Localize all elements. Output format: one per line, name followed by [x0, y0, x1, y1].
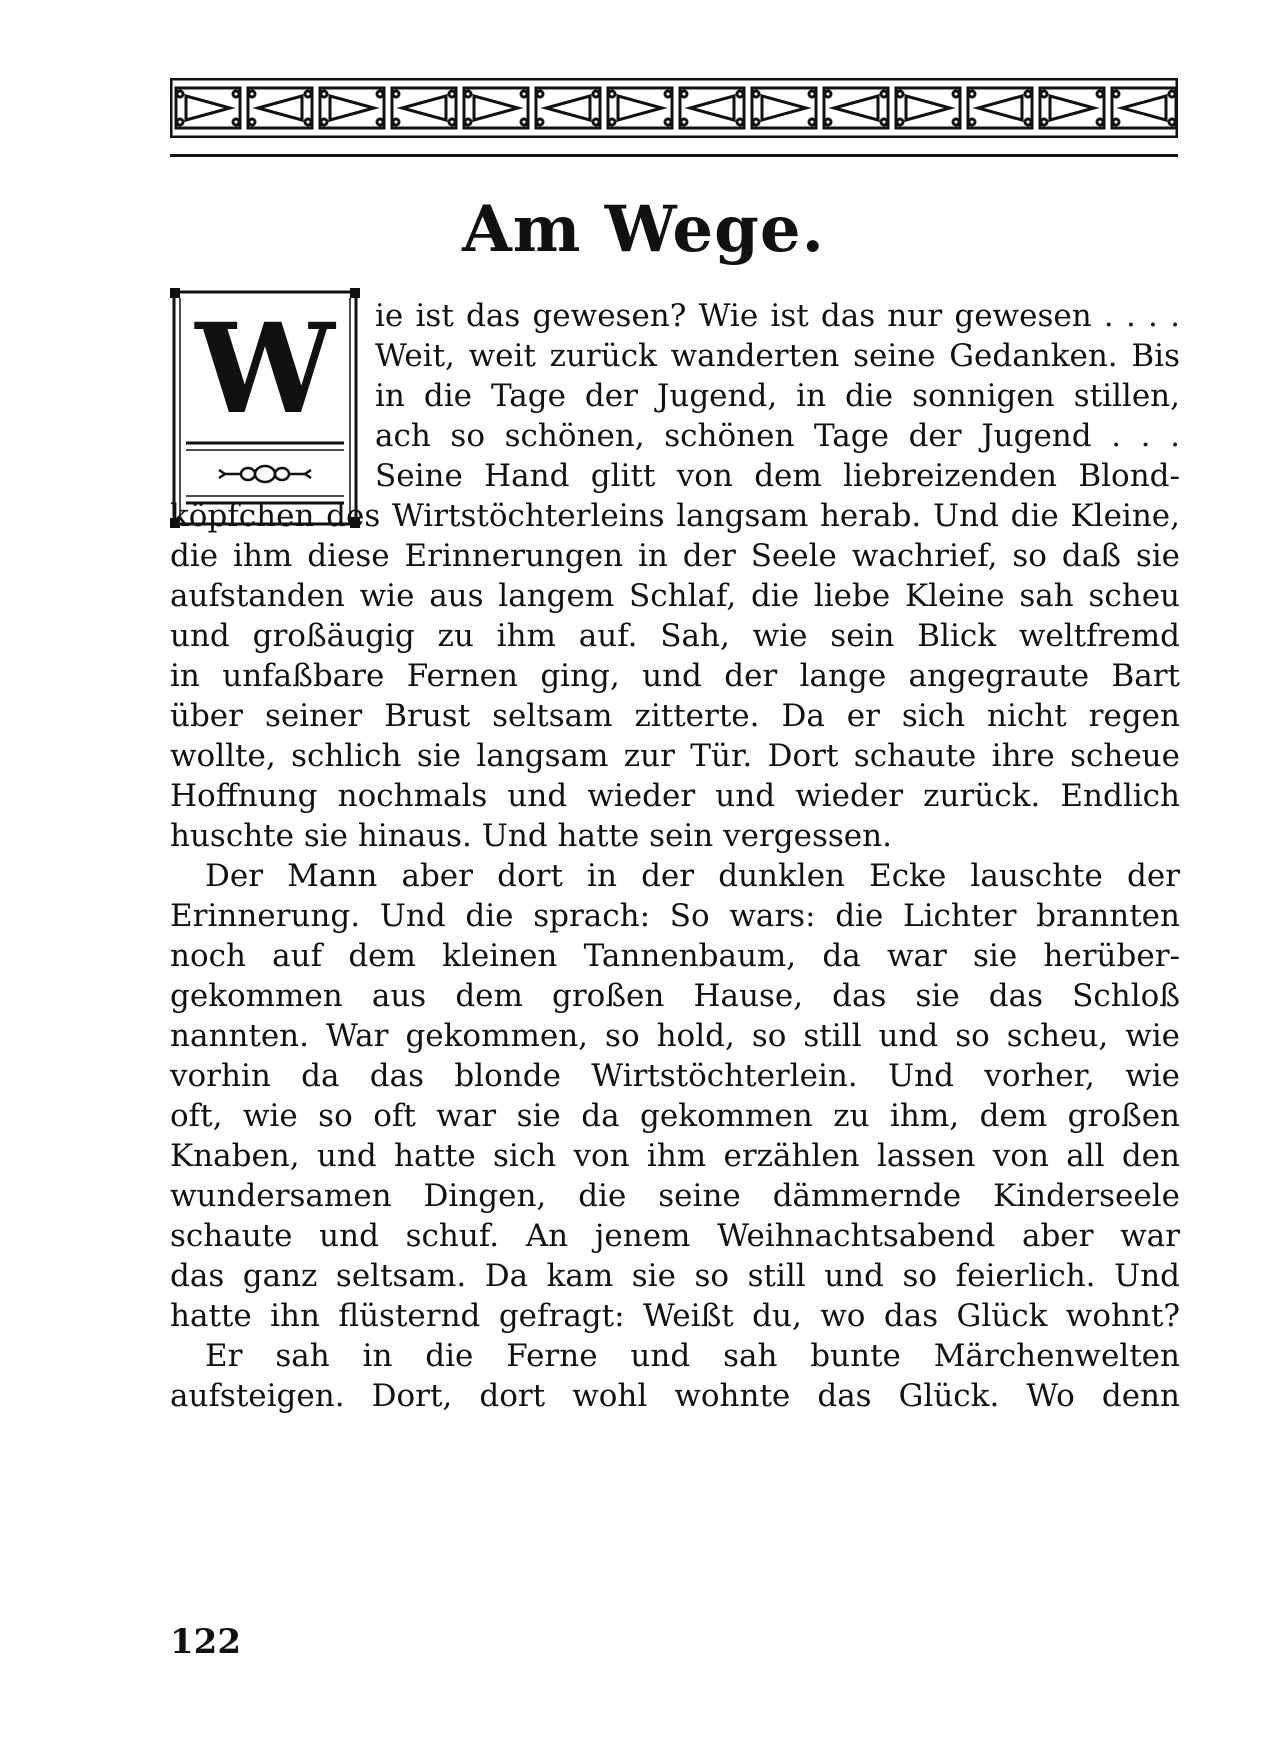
text-line: Knaben, und hatte sich von ihm erzählen lassen von all den	[170, 1138, 1180, 1174]
text-line: schaute und schuf. An jenem Weihnachtsabend aber war	[170, 1218, 1180, 1254]
text-line: das ganz seltsam. Da kam sie so still und so feierlich. Und	[170, 1258, 1180, 1294]
ornament-cell	[752, 88, 816, 128]
drop-cap-letter: W	[195, 297, 335, 442]
text-line: aufstanden wie aus langem Schlaf, die liebe Kleine sah scheu	[170, 578, 1180, 614]
ornament-cell	[320, 88, 384, 128]
text-line: wollte, schlich sie langsam zur Tür. Dort schaute ihre scheue	[170, 738, 1180, 774]
text-line: in unfaßbare Fernen ging, und der lange angegraute Bart	[170, 658, 1180, 694]
text-line: hatte ihn flüsternd gefragt: Weißt du, wo das Glück wohnt?	[170, 1298, 1180, 1334]
text-line: vorhin da das blonde Wirtstöchterlein. Und vorher, wie	[170, 1058, 1180, 1094]
text-line: nannten. War gekommen, so hold, so still und so scheu, wie	[170, 1018, 1180, 1054]
text-line: die ihm diese Erinnerungen in der Seele wachrief, so daß sie	[170, 538, 1180, 574]
text-line: und großäugig zu ihm auf. Sah, wie sein Blick weltfremd	[170, 618, 1180, 654]
chapter-title: Am Wege.	[462, 192, 825, 267]
ornament-cell	[248, 88, 312, 128]
ornament-cell	[392, 88, 456, 128]
ornament-cell	[608, 88, 672, 128]
ornament-cell	[536, 88, 600, 128]
ornament-cell	[1112, 88, 1176, 128]
text-line: in die Tage der Jugend, in die sonnigen stillen,	[375, 378, 1180, 414]
ornament-cell	[968, 88, 1032, 128]
text-line: Hoffnung nochmals und wieder und wieder zurück. Endlich	[170, 778, 1180, 814]
text-line: Er sah in die Ferne und sah bunte Märchenwelten	[205, 1338, 1180, 1374]
text-line: aufsteigen. Dort, dort wohl wohnte das Glück. Wo denn	[170, 1378, 1180, 1414]
text-line: Seine Hand glitt von dem liebreizenden Blond-	[375, 458, 1180, 494]
text-line: Erinnerung. Und die sprach: So wars: die Lichter brannten	[170, 898, 1180, 934]
ornamental-border-top	[170, 78, 1178, 138]
ornament-cell	[680, 88, 744, 128]
text-line: ach so schönen, schönen Tage der Jugend . . .	[375, 418, 1180, 454]
ornament-cell	[824, 88, 888, 128]
text-line: ie ist das gewesen? Wie ist das nur gewesen . . . .	[375, 298, 1180, 334]
text-line: gekommen aus dem großen Hause, das sie das Schloß	[170, 978, 1180, 1014]
text-line: Der Mann aber dort in der dunklen Ecke lauschte der	[205, 858, 1180, 894]
ornament-cell	[176, 88, 240, 128]
ornament-cell	[896, 88, 960, 128]
text-line: über seiner Brust seltsam zitterte. Da er sich nicht regen	[170, 698, 1180, 734]
text-line: köpfchen des Wirtstöchterleins langsam herab. Und die Kleine,	[170, 498, 1180, 534]
ornament-cell	[464, 88, 528, 128]
flourish-icon	[219, 466, 311, 482]
text-line: noch auf dem kleinen Tannenbaum, da war sie herüber-	[170, 938, 1180, 974]
header-rule	[170, 154, 1178, 157]
text-line: huschte sie hinaus. Und hatte sein vergessen.	[170, 818, 892, 854]
text-line: Weit, weit zurück wanderten seine Gedanken. Bis	[375, 338, 1180, 374]
text-line: wundersamen Dingen, die seine dämmernde Kinderseele	[170, 1178, 1180, 1214]
text-line: oft, wie so oft war sie da gekommen zu ihm, dem großen	[170, 1098, 1180, 1134]
page-number: 122	[170, 1622, 241, 1662]
ornament-cell	[1040, 88, 1104, 128]
